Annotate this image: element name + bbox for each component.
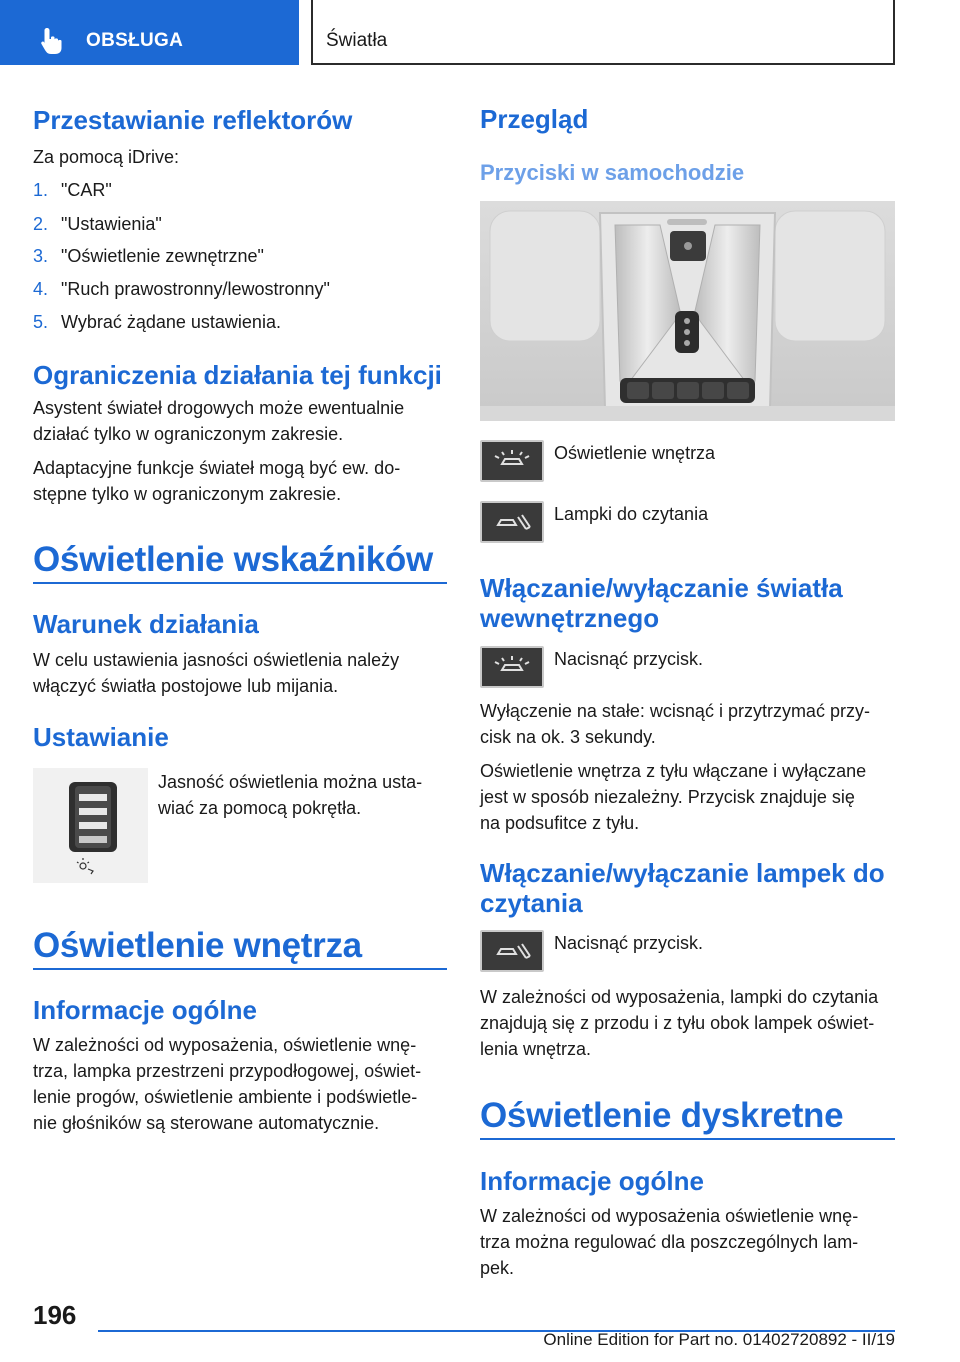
heading-limitations: Ograniczenia działania tej funkcji xyxy=(33,360,442,390)
edition-note: Online Edition for Part no. 01402720892 - II/19 xyxy=(543,1330,895,1349)
heading-buttons-in-car: Przyciski w samochodzie xyxy=(480,160,745,185)
paragraph-line: trza, lampka przestrzeni przypodłogowej, oświet- xyxy=(33,1061,422,1081)
paragraph-line: wiać za pomocą pokrętła. xyxy=(158,798,362,818)
paragraph-line: W celu ustawienia jasności oświetlenia należy xyxy=(33,650,400,670)
paragraph-line: na podsufitce z tyłu. xyxy=(480,813,640,833)
paragraph: Za pomocą iDrive: xyxy=(33,147,180,167)
heading-condition: Warunek działania xyxy=(33,609,259,639)
heading-setting: Ustawianie xyxy=(33,722,169,752)
paragraph-line: Wyłączenie na stałe: wcisnąć i przytrzymać przy- xyxy=(480,701,870,721)
icon-label: Oświetlenie wnętrza xyxy=(554,443,716,463)
heading-interior-on-off: Włączanie/wyłączanie światła wewnętrznego xyxy=(480,573,843,633)
chapter-header-box xyxy=(311,0,895,65)
paragraph-line: trza można regulować dla poszczególnych lam- xyxy=(480,1232,859,1252)
paragraph-line: W zależności od wyposażenia, oświetlenie wnę- xyxy=(33,1035,417,1055)
instruction: Nacisnąć przycisk. xyxy=(554,649,704,669)
reading-light-icon xyxy=(480,501,544,543)
page-number: 196 xyxy=(33,1300,77,1330)
heading-interior-lighting: Oświetlenie wnętrza xyxy=(33,926,447,970)
paragraph-line: nie głośników są sterowane automatycznie. xyxy=(33,1113,380,1133)
paragraph-line: W zależności od wyposażenia oświetlenie wnę- xyxy=(480,1206,859,1226)
hand-pointer-icon xyxy=(38,26,66,56)
paragraph-line: lenie progów, oświetlenie ambiente i podświetle- xyxy=(33,1087,418,1107)
paragraph-line: znajdują się z przodu i z tyłu obok lampek oświet- xyxy=(480,1013,875,1033)
heading-general-info: Informacje ogólne xyxy=(480,1166,704,1196)
paragraph-line: W zależności od wyposażenia, lampki do czytania xyxy=(480,987,879,1007)
interior-light-icon xyxy=(480,440,544,482)
instruction: Nacisnąć przycisk. xyxy=(554,933,704,953)
reading-light-button-icon xyxy=(480,930,544,972)
heading-overview: Przegląd xyxy=(480,104,589,134)
paragraph-line: Asystent świateł drogowych może ewentualnie xyxy=(33,398,405,418)
heading-reading-on-off: Włączanie/wyłączanie lampek do czytania xyxy=(480,858,885,918)
paragraph-line: cisk na ok. 3 sekundy. xyxy=(480,727,656,747)
paragraph-line: pek. xyxy=(480,1258,515,1278)
heading-headlight-adjust: Przestawianie reflektorów xyxy=(33,105,353,135)
dimmer-wheel-image xyxy=(33,768,148,883)
paragraph-line: lenia wnętrza. xyxy=(480,1039,592,1059)
heading-instrument-lighting: Oświetlenie wskaźników xyxy=(33,540,447,584)
icon-label: Lampki do czytania xyxy=(554,504,709,524)
overhead-console-image xyxy=(480,201,895,421)
paragraph-line: Oświetlenie wnętrza z tyłu włączane i wyłączane xyxy=(480,761,867,781)
section-tab-label: OBSŁUGA xyxy=(86,30,184,51)
paragraph-line: jest w sposób niezależny. Przycisk znajduje się xyxy=(480,787,855,807)
heading-discreet-lighting: Oświetlenie dyskretne xyxy=(480,1096,895,1140)
paragraph-line: stępne tylko w ograniczonym zakresie. xyxy=(33,484,342,504)
paragraph-line: działać tylko w ograniczonym zakresie. xyxy=(33,424,344,444)
chapter-title: Światła xyxy=(326,30,388,51)
paragraph-line: Jasność oświetlenia można usta- xyxy=(158,772,423,792)
paragraph-line: włączyć światła postojowe lub mijania. xyxy=(33,676,339,696)
paragraph-line: Adaptacyjne funkcje świateł mogą być ew. do- xyxy=(33,458,401,478)
interior-light-button-icon xyxy=(480,646,544,688)
heading-general-info: Informacje ogólne xyxy=(33,995,257,1025)
